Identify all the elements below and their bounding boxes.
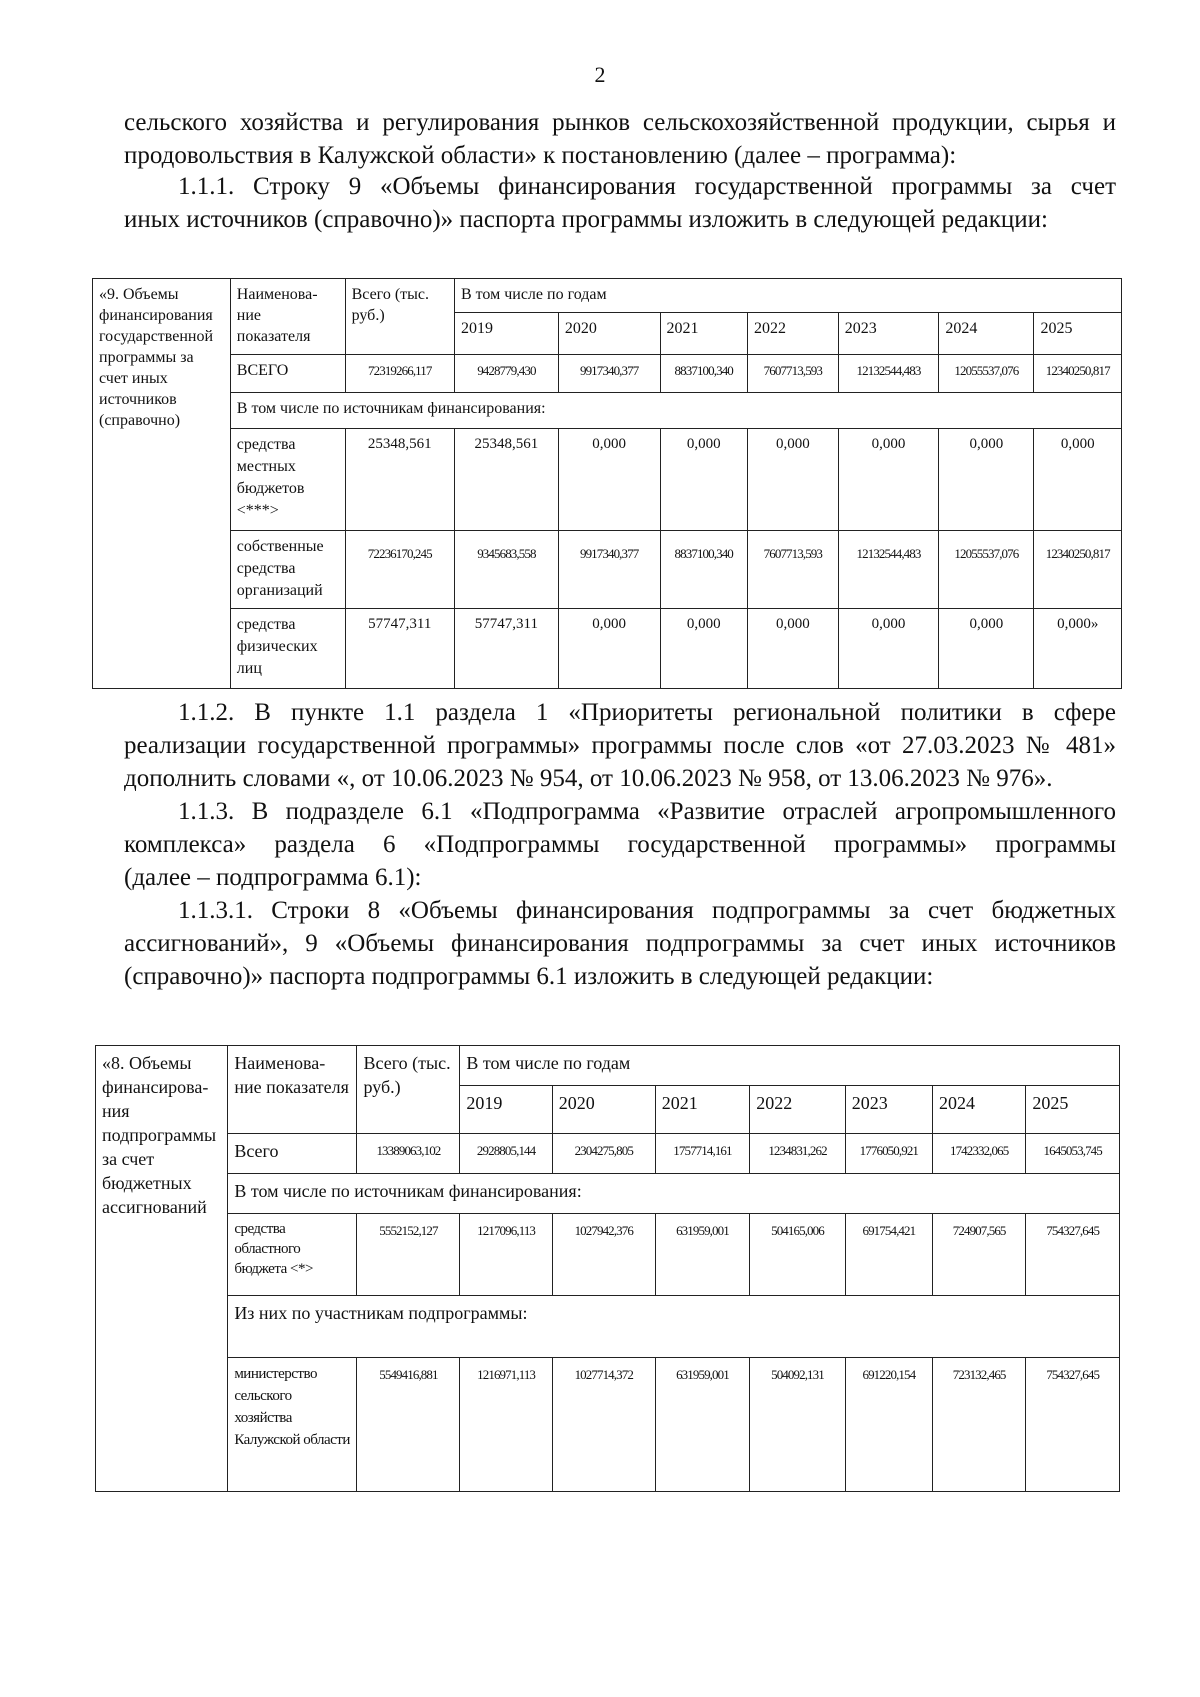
source-label: средства местных бюджетов <***> — [230, 429, 345, 531]
year-value: 0,000 — [660, 609, 747, 689]
year-value: 1757714,161 — [655, 1134, 750, 1174]
row-label: «8. Объемы финансирова-ния подпрограммы за счет бюджетных ассигнований — [96, 1046, 228, 1492]
year-value: 723132,465 — [932, 1358, 1025, 1492]
year-value: 754327,645 — [1026, 1358, 1120, 1492]
years-header: В том числе по годам — [460, 1046, 1120, 1086]
year-value: 12340250,817 — [1034, 531, 1122, 609]
year-value: 0,000 — [838, 609, 939, 689]
year-header: 2022 — [750, 1086, 846, 1134]
source-label: собственные средства организаций — [230, 531, 345, 609]
year-header: 2025 — [1026, 1086, 1120, 1134]
year-header: 2023 — [838, 313, 939, 355]
year-value: 0,000 — [939, 429, 1034, 531]
item-1-1-3-line-1: 1.1.3. В подразделе 6.1 «Подпрограмма «Развитие отраслей агропромышленного — [178, 798, 1116, 825]
year-value: 754327,645 — [1026, 1214, 1120, 1296]
year-value: 691754,421 — [845, 1214, 932, 1296]
year-value: 7607713,593 — [747, 531, 838, 609]
year-value: 0,000 — [660, 429, 747, 531]
financing-table-budget — [95, 1045, 1120, 1492]
year-header: 2021 — [660, 313, 747, 355]
year-header: 2020 — [558, 313, 660, 355]
year-value: 2928805,144 — [460, 1134, 552, 1174]
year-value: 1776050,921 — [845, 1134, 932, 1174]
year-value: 57747,311 — [454, 609, 558, 689]
year-value: 1027942,376 — [552, 1214, 655, 1296]
col-name-header: Наименова-ние показателя — [228, 1046, 357, 1134]
table-row — [93, 531, 1122, 609]
year-header: 2019 — [460, 1086, 552, 1134]
total-value: 13389063,102 — [357, 1134, 460, 1174]
year-value: 0,000» — [1034, 609, 1122, 689]
regional-budget-label: средства областного бюджета <*> — [228, 1214, 357, 1296]
year-value: 8837100,340 — [660, 531, 747, 609]
year-value: 1217096,113 — [460, 1214, 552, 1296]
year-value: 9428779,430 — [454, 355, 558, 393]
year-value: 0,000 — [747, 429, 838, 531]
table-row — [93, 355, 1122, 393]
item-1-1-3-1-line-1: 1.1.3.1. Строки 8 «Объемы финансирования подпрограммы за счет бюджетных — [178, 897, 1116, 924]
year-value: 0,000 — [558, 609, 660, 689]
year-value: 12132544,483 — [838, 531, 939, 609]
financing-table-other-sources — [92, 278, 1122, 689]
sources-header: В том числе по источникам финансирования: — [230, 393, 1121, 429]
year-value: 12132544,483 — [838, 355, 939, 393]
year-value: 631959,001 — [655, 1358, 750, 1492]
year-header: 2024 — [932, 1086, 1025, 1134]
item-1-1-2-line-1: 1.1.2. В пункте 1.1 раздела 1 «Приоритеты региональной политики в сфере — [178, 699, 1116, 726]
table-row — [96, 1134, 1120, 1174]
col-total-header: Всего (тыс. руб.) — [345, 279, 454, 355]
year-header: 2025 — [1034, 313, 1122, 355]
item-1-1-3-1-line-3: (справочно)» паспорта подпрограммы 6.1 изложить в следующей редакции: — [124, 963, 934, 990]
year-value: 0,000 — [1034, 429, 1122, 531]
years-header: В том числе по годам — [454, 279, 1121, 313]
col-name-header: Наименова-ние показателя — [230, 279, 345, 355]
year-value: 0,000 — [939, 609, 1034, 689]
item-1-1-3-1-line-2: ассигнований», 9 «Объемы финансирования подпрограммы за счет иных источников — [124, 930, 1116, 957]
year-value: 1645053,745 — [1026, 1134, 1120, 1174]
year-value: 9917340,377 — [558, 355, 660, 393]
year-value: 7607713,593 — [747, 355, 838, 393]
year-value: 9917340,377 — [558, 531, 660, 609]
year-value: 504092,131 — [750, 1358, 846, 1492]
table-row — [96, 1358, 1120, 1492]
year-header: 2019 — [454, 313, 558, 355]
table-row — [96, 1214, 1120, 1296]
page-number: 2 — [594, 62, 606, 87]
year-value: 0,000 — [558, 429, 660, 531]
year-value: 12055537,076 — [939, 531, 1034, 609]
item-1-1-3-line-2: комплекса» раздела 6 «Подпрограммы государственной программы» программы — [124, 831, 1116, 858]
year-header: 2024 — [939, 313, 1034, 355]
year-value: 9345683,558 — [454, 531, 558, 609]
item-1-1-1-line-1: 1.1.1. Строку 9 «Объемы финансирования государственной программы за счет — [178, 173, 1116, 200]
year-value: 12340250,817 — [1034, 355, 1122, 393]
item-1-1-2-line-2: реализации государственной программы» программы после слов «от 27.03.2023 № 481» — [124, 732, 1116, 759]
item-1-1-2-line-3: дополнить словами «, от 10.06.2023 № 954, от 10.06.2023 № 958, от 13.06.2023 № 976». — [124, 765, 1053, 792]
year-value: 1216971,113 — [460, 1358, 552, 1492]
year-value: 1027714,372 — [552, 1358, 655, 1492]
intro-line-1: сельского хозяйства и регулирования рынков сельскохозяйственной продукции, сырья и — [124, 109, 1116, 136]
ministry-label: министерство сельского хозяйства Калужской области — [228, 1358, 357, 1492]
year-value: 0,000 — [838, 429, 939, 531]
year-value: 25348,561 — [454, 429, 558, 531]
year-value: 0,000 — [747, 609, 838, 689]
year-header: 2021 — [655, 1086, 750, 1134]
year-value: 631959,001 — [655, 1214, 750, 1296]
year-value: 12055537,076 — [939, 355, 1034, 393]
year-value: 691220,154 — [845, 1358, 932, 1492]
year-value: 724907,565 — [932, 1214, 1025, 1296]
table-row — [93, 429, 1122, 531]
source-total: 72236170,245 — [345, 531, 454, 609]
source-total: 25348,561 — [345, 429, 454, 531]
year-header: 2023 — [845, 1086, 932, 1134]
total-label: ВСЕГО — [230, 355, 345, 393]
item-1-1-1-line-2: иных источников (справочно)» паспорта программы изложить в следующей редакции: — [124, 206, 1048, 233]
year-value: 1742332,065 — [932, 1134, 1025, 1174]
row-label: «9. Объемы финансирования государственной программы за счет иных источников (справочно) — [93, 279, 231, 689]
participants-header: Из них по участникам подпрограммы: — [228, 1296, 1120, 1358]
year-header: 2022 — [747, 313, 838, 355]
year-header: 2020 — [552, 1086, 655, 1134]
regional-budget-total: 5552152,127 — [357, 1214, 460, 1296]
intro-line-2: продовольствия в Калужской области» к постановлению (далее – программа): — [124, 142, 957, 169]
item-1-1-3-line-3: (далее – подпрограмма 6.1): — [124, 864, 422, 891]
year-value: 2304275,805 — [552, 1134, 655, 1174]
year-value: 504165,006 — [750, 1214, 846, 1296]
total-value: 72319266,117 — [345, 355, 454, 393]
source-total: 57747,311 — [345, 609, 454, 689]
year-value: 8837100,340 — [660, 355, 747, 393]
source-label: средства физических лиц — [230, 609, 345, 689]
col-total-header: Всего (тыс. руб.) — [357, 1046, 460, 1134]
year-value: 1234831,262 — [750, 1134, 846, 1174]
sources-header: В том числе по источникам финансирования: — [228, 1174, 1120, 1214]
ministry-total: 5549416,881 — [357, 1358, 460, 1492]
total-label: Всего — [228, 1134, 357, 1174]
table-row — [93, 609, 1122, 689]
